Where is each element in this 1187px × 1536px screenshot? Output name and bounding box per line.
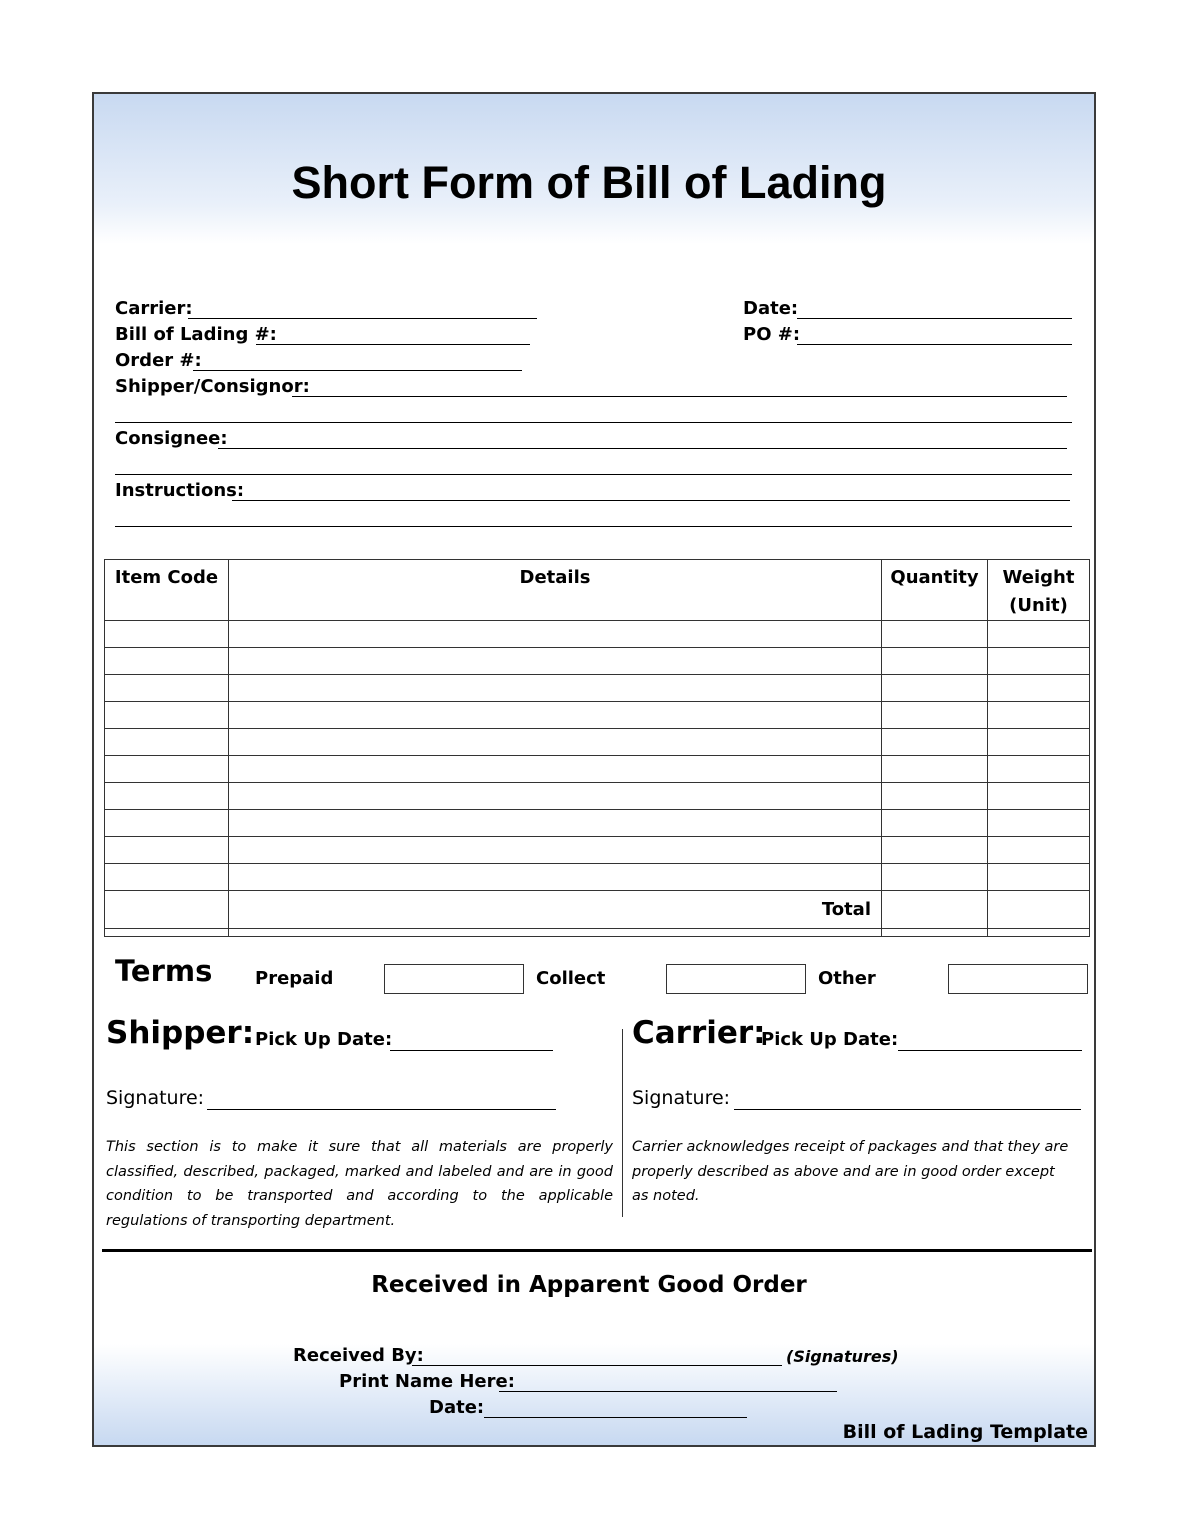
- items-table: [104, 559, 1090, 937]
- table-cell[interactable]: [229, 783, 882, 810]
- details-header: Details: [229, 560, 882, 621]
- date-label: Date:: [743, 298, 799, 319]
- received-date-line[interactable]: [484, 1417, 747, 1418]
- table-cell[interactable]: [229, 648, 882, 675]
- table-cell[interactable]: [882, 864, 988, 891]
- table-cell[interactable]: [988, 864, 1090, 891]
- table-row: [105, 702, 1090, 729]
- table-row: [105, 783, 1090, 810]
- table-cell[interactable]: [988, 702, 1090, 729]
- table-cell[interactable]: [105, 864, 229, 891]
- carrier-note: Carrier acknowledges receipt of packages and that they are properly described as above and are in good order except as noted.: [632, 1139, 1069, 1204]
- table-cell[interactable]: [105, 756, 229, 783]
- bill-of-lading-number-label: Bill of Lading #:: [115, 324, 277, 345]
- received-heading: Received in Apparent Good Order: [371, 1272, 807, 1298]
- table-cell[interactable]: [229, 864, 882, 891]
- table-cell[interactable]: [988, 810, 1090, 837]
- bill-of-lading-form: [92, 92, 1096, 1447]
- table-cell[interactable]: [105, 783, 229, 810]
- order-number-line[interactable]: [193, 370, 522, 371]
- table-cell[interactable]: [988, 783, 1090, 810]
- table-cell: [882, 929, 988, 937]
- carrier-heading: Carrier:: [632, 1015, 766, 1051]
- table-cell[interactable]: [229, 621, 882, 648]
- other-checkbox[interactable]: [948, 964, 1088, 994]
- table-cell[interactable]: [988, 837, 1090, 864]
- shipper-note: This section is to make it sure that all materials are properly classified, described, packaged, marked and labeled and are in good condition to be transported and according to the applicable regulations of transporting department.: [106, 1139, 613, 1229]
- table-cell[interactable]: [105, 702, 229, 729]
- collect-label: Collect: [536, 968, 606, 989]
- terms-heading: Terms: [115, 954, 213, 988]
- bill-of-lading-number-line[interactable]: [256, 344, 530, 345]
- shipper-heading: Shipper:: [106, 1015, 255, 1051]
- consignee-line-2[interactable]: [115, 474, 1072, 475]
- table-cell[interactable]: [229, 756, 882, 783]
- table-cell[interactable]: [988, 675, 1090, 702]
- carrier-pickup-date-label: Pick Up Date:: [761, 1029, 899, 1050]
- table-cell[interactable]: [105, 675, 229, 702]
- table-cell[interactable]: [882, 756, 988, 783]
- prepaid-checkbox[interactable]: [384, 964, 524, 994]
- table-cell: [105, 891, 229, 929]
- carrier-line[interactable]: [188, 318, 537, 319]
- shipper-pickup-date-label: Pick Up Date:: [255, 1029, 393, 1050]
- other-label: Other: [818, 968, 876, 989]
- carrier-signature-label: Signature:: [632, 1087, 731, 1109]
- table-cell[interactable]: [988, 621, 1090, 648]
- quantity-header: Quantity: [882, 560, 988, 621]
- table-row: [105, 729, 1090, 756]
- table-cell[interactable]: [882, 729, 988, 756]
- table-cell[interactable]: [882, 621, 988, 648]
- item-code-header: Item Code: [105, 560, 229, 621]
- table-cell[interactable]: [105, 810, 229, 837]
- received-by-line[interactable]: [412, 1365, 782, 1366]
- carrier-signature-line[interactable]: [734, 1109, 1081, 1110]
- total-quantity-cell[interactable]: [882, 891, 988, 929]
- instructions-label: Instructions:: [115, 480, 245, 501]
- table-cell[interactable]: [882, 783, 988, 810]
- weight-header: [988, 560, 1090, 621]
- print-name-label: Print Name Here:: [339, 1371, 515, 1392]
- table-cell[interactable]: [882, 648, 988, 675]
- table-cell[interactable]: [229, 810, 882, 837]
- table-row: [105, 621, 1090, 648]
- carrier-label: Carrier:: [115, 298, 193, 319]
- shipper-pickup-date-line[interactable]: [390, 1050, 553, 1051]
- table-cell[interactable]: [105, 729, 229, 756]
- table-cell[interactable]: [882, 675, 988, 702]
- table-row: [105, 837, 1090, 864]
- print-name-line[interactable]: [499, 1391, 837, 1392]
- table-cell[interactable]: [229, 675, 882, 702]
- date-line[interactable]: [797, 318, 1072, 319]
- footer-label: Bill of Lading Template: [842, 1421, 1088, 1443]
- table-header-row: [105, 560, 1090, 621]
- section-divider-vertical: [622, 1029, 623, 1217]
- order-number-label: Order #:: [115, 350, 202, 371]
- table-cell[interactable]: [229, 702, 882, 729]
- table-cell[interactable]: [105, 621, 229, 648]
- table-cell[interactable]: [988, 648, 1090, 675]
- table-cell[interactable]: [882, 837, 988, 864]
- received-by-label: Received By:: [293, 1345, 424, 1366]
- table-row: [105, 864, 1090, 891]
- page-title: Short Form of Bill of Lading: [291, 157, 887, 208]
- table-cell[interactable]: [988, 756, 1090, 783]
- consignee-line[interactable]: [218, 448, 1067, 449]
- po-number-line[interactable]: [797, 344, 1072, 345]
- shipper-consignor-label: Shipper/Consignor:: [115, 376, 310, 397]
- received-date-label: Date:: [429, 1397, 485, 1418]
- table-row: [105, 675, 1090, 702]
- po-number-label: PO #:: [743, 324, 801, 345]
- table-cell: [105, 929, 229, 937]
- table-cell[interactable]: [229, 837, 882, 864]
- section-divider-horizontal: [102, 1249, 1092, 1252]
- instructions-line[interactable]: [232, 500, 1070, 501]
- weight-header-line2: (Unit): [1009, 595, 1068, 616]
- instructions-line-2[interactable]: [115, 526, 1072, 527]
- table-row: [105, 810, 1090, 837]
- total-label: Total: [229, 891, 882, 929]
- shipper-signature-label: Signature:: [106, 1087, 205, 1109]
- table-row: [105, 648, 1090, 675]
- table-cell[interactable]: [105, 837, 229, 864]
- consignee-label: Consignee:: [115, 428, 228, 449]
- shipper-consignor-line[interactable]: [292, 396, 1067, 397]
- table-cell: [988, 929, 1090, 937]
- table-cell[interactable]: [882, 702, 988, 729]
- total-row: [105, 891, 1090, 929]
- table-cell[interactable]: [882, 810, 988, 837]
- weight-header-line1: Weight: [1002, 567, 1075, 588]
- table-row: [105, 756, 1090, 783]
- table-cell[interactable]: [988, 729, 1090, 756]
- total-weight-cell[interactable]: [988, 891, 1090, 929]
- signatures-note: (Signatures): [786, 1347, 899, 1366]
- prepaid-label: Prepaid: [255, 968, 334, 989]
- collect-checkbox[interactable]: [666, 964, 806, 994]
- table-cell[interactable]: [229, 729, 882, 756]
- carrier-pickup-date-line[interactable]: [898, 1050, 1082, 1051]
- table-footer-row: [105, 929, 1090, 937]
- table-cell: [229, 929, 882, 937]
- shipper-consignor-line-2[interactable]: [115, 422, 1072, 423]
- shipper-signature-line[interactable]: [207, 1109, 556, 1110]
- table-cell[interactable]: [105, 648, 229, 675]
